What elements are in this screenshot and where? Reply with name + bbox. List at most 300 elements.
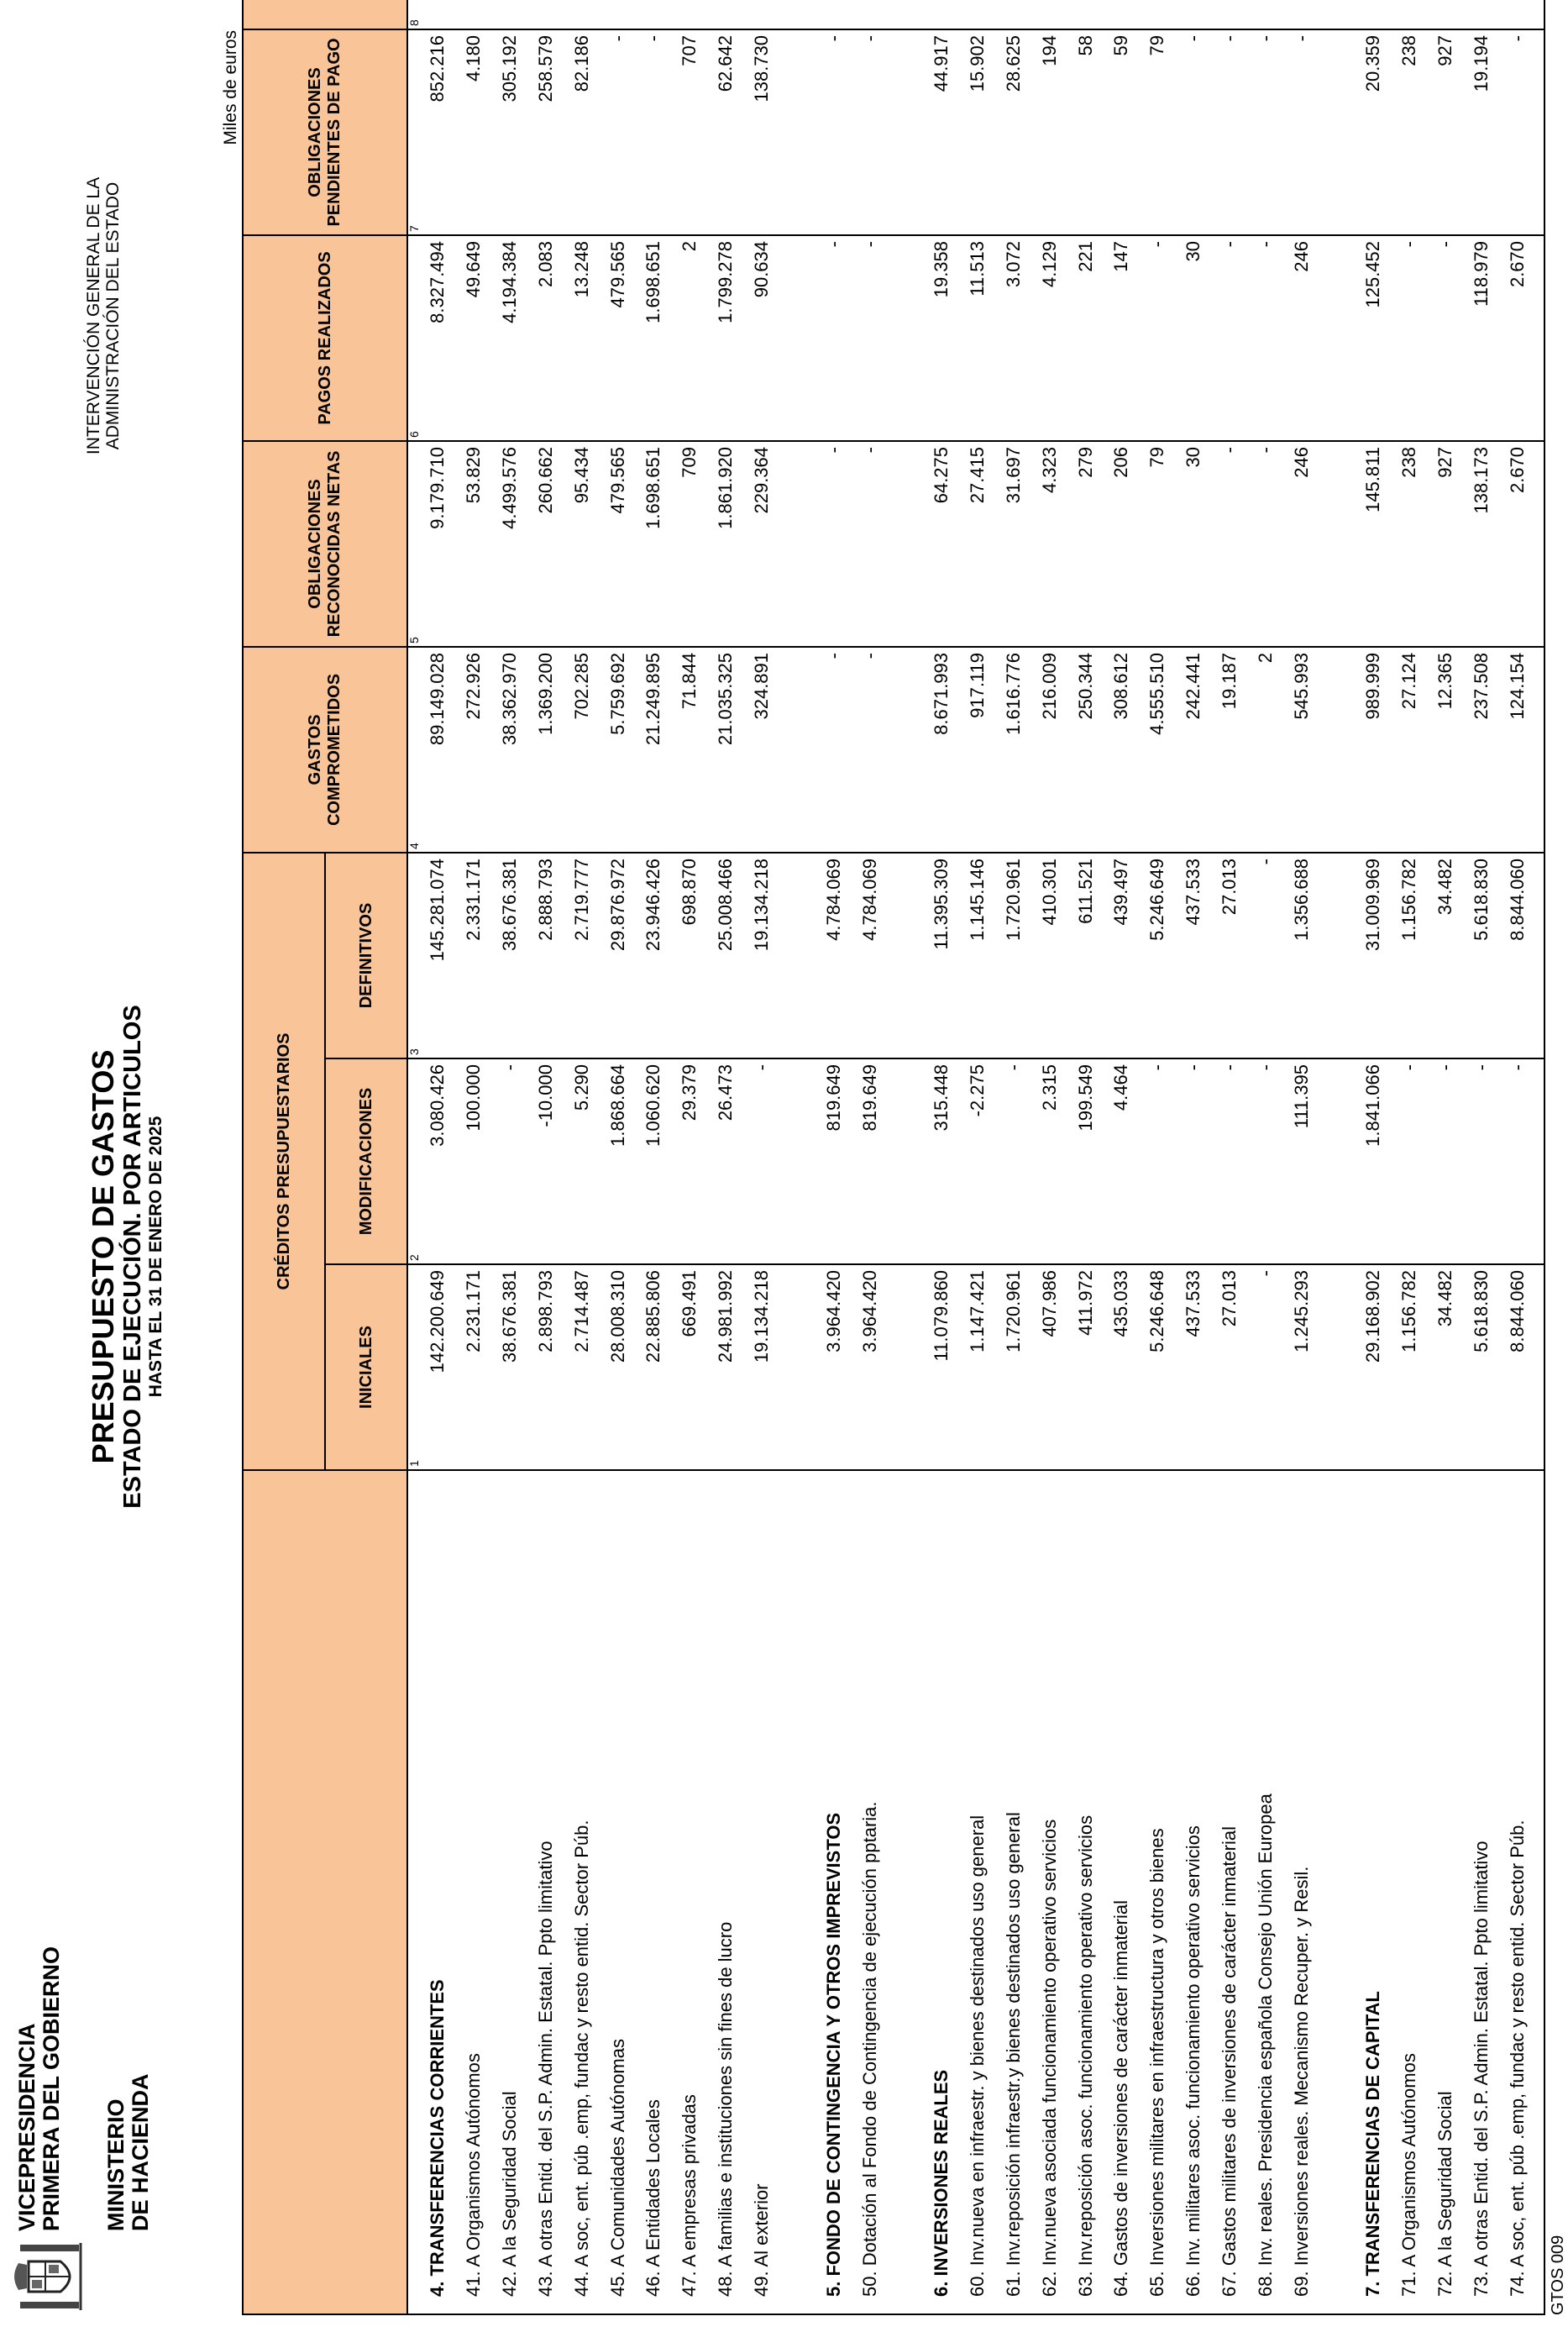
value-cell [1067,0,1104,29]
bottom-cell [1535,1058,1544,1264]
bottom-cell [1535,853,1544,1058]
article-row [528,0,564,2314]
value-cell: 819.649 [815,1058,852,1264]
value-cell: 246 [1283,441,1319,647]
spacer-cell [1319,0,1356,29]
value-cell: 27.013 [1212,853,1248,1058]
value-cell: 1.841.066 [1356,1058,1392,1264]
value-cell: 79 [1140,29,1176,235]
report-title-block [87,938,166,1576]
bottom-cell [1535,1264,1544,1470]
pendientes-header: OBLIGACIONES PENDIENTES DE PAGO [243,29,407,235]
value-cell: 29.876.972 [600,853,636,1058]
value-cell: - [1247,235,1283,441]
value-cell: 435.033 [1104,1264,1140,1470]
value-cell: 44.917 [924,29,960,235]
value-cell [528,0,564,29]
bottom-cell [1535,235,1544,441]
chapter-row [924,0,960,2314]
value-cell: 1.799.278 [708,235,744,441]
report-date: HASTA EL 31 DE ENERO DE 2025 [146,1116,165,1398]
value-cell [1176,0,1212,29]
value-cell [1212,0,1248,29]
spacer-cell [779,441,815,647]
concept-cell: 73. A otras Entid. del S.P. Admin. Estatal. Ppto limitativo [1463,1470,1499,2314]
value-cell: 2.719.777 [564,853,600,1058]
concept-header [243,1470,407,2314]
value-cell: 1.147.421 [960,1264,996,1470]
value-cell [456,0,492,29]
value-cell: - [1499,29,1535,235]
spacer-cell [888,1470,924,2314]
concept-cell: 43. A otras Entid. del S.P. Admin. Estatal. Ppto limitativo [528,1470,564,2314]
article-row [1176,0,1212,2314]
value-cell: 4.194.384 [492,235,528,441]
value-cell: 3.964.420 [815,1264,852,1470]
concept-cell: 61. Inv.reposición infraestr.y bienes destinados uso general [996,1470,1032,2314]
execution-table [242,0,1545,2315]
value-cell [1463,0,1499,29]
value-cell: 3.072 [996,235,1032,441]
pagos-header: PAGOS REALIZADOS [243,235,407,441]
bottom-cell [1535,1470,1544,2314]
value-cell: 11.513 [960,235,996,441]
spacer-cell [779,1058,815,1264]
value-cell: 19.187 [1212,647,1248,853]
column-index: 4 [407,647,420,853]
value-cell: 2.898.793 [528,1264,564,1470]
value-cell: 64.275 [924,441,960,647]
value-cell: 28.008.310 [600,1264,636,1470]
value-cell: 8.844.060 [1499,853,1535,1058]
bottom-cell [1535,647,1544,853]
spacer-cell [888,647,924,853]
value-cell: - [1247,853,1283,1058]
article-row [852,0,888,2314]
spacer-cell [779,1470,815,2314]
remanentes-header [243,0,407,29]
value-cell: 1.698.651 [636,235,672,441]
column-index: 8 [407,0,420,29]
value-cell: 5.246.649 [1140,853,1176,1058]
spacer-cell [888,0,924,29]
value-cell: 90.634 [744,235,780,441]
value-cell: 19.194 [1463,29,1499,235]
value-cell: 1.720.961 [996,853,1032,1058]
spacer-cell [888,1264,924,1470]
spacer-cell [888,235,924,441]
spacer-cell [1319,235,1356,441]
value-cell: 2.083 [528,235,564,441]
value-cell: 246 [1283,235,1319,441]
concept-cell: 6. INVERSIONES REALES [924,1470,960,2314]
value-cell: 71.844 [672,647,708,853]
table-bottom-border [1535,0,1544,2314]
column-index: 7 [407,29,420,235]
value-cell [1247,0,1283,29]
spacer-cell [1319,853,1356,1058]
report-subtitle: ESTADO DE EJECUCIÓN. POR ARTICULOS [119,1005,146,1509]
value-cell: 216.009 [1031,647,1067,853]
spacer-row [779,0,815,2314]
value-cell: 1.245.293 [1283,1264,1319,1470]
value-cell: 31.697 [996,441,1032,647]
value-cell [924,0,960,29]
value-cell: 324.891 [744,647,780,853]
issuer-line-2: ADMINISTRACIÓN DEL ESTADO [103,181,123,450]
value-cell: 698.870 [672,853,708,1058]
value-cell: 11.395.309 [924,853,960,1058]
value-cell: 29.168.902 [1356,1264,1392,1470]
concept-cell: 64. Gastos de inversiones de carácter inmaterial [1104,1470,1140,2314]
value-cell [1428,0,1464,29]
value-cell: 49.649 [456,235,492,441]
spacer-cell [1319,1058,1356,1264]
value-cell: - [744,1058,780,1264]
value-cell: -10.000 [528,1058,564,1264]
bottom-cell [1535,0,1544,29]
chapter-row [815,0,852,2314]
value-cell: 8.671.993 [924,647,960,853]
value-cell: 8.327.494 [420,235,456,441]
spacer-cell [888,441,924,647]
value-cell: - [852,235,888,441]
value-cell [708,0,744,29]
value-cell: 82.186 [564,29,600,235]
value-cell: 138.730 [744,29,780,235]
value-cell: 13.248 [564,235,600,441]
value-cell: 702.285 [564,647,600,853]
article-row [1499,0,1535,2314]
value-cell: 124.154 [1499,647,1535,853]
value-cell: 5.759.692 [600,647,636,853]
value-cell [1499,0,1535,29]
issuer-block [84,106,123,526]
value-cell: 24.981.992 [708,1264,744,1470]
value-cell: 221 [1067,235,1104,441]
concept-cell: 48. A familias e instituciones sin fines de lucro [708,1470,744,2314]
value-cell: - [636,29,672,235]
article-row [960,0,996,2314]
spacer-cell [888,1058,924,1264]
value-cell: 20.359 [1356,29,1392,235]
bottom-cell [1535,441,1544,647]
value-cell: 8.844.060 [1499,1264,1535,1470]
value-cell: - [1247,29,1283,235]
value-cell [672,0,708,29]
value-cell: - [852,441,888,647]
concept-cell: 44. A soc, ent. púb .emp, fundac y resto entid. Sector Púb. [564,1470,600,2314]
chapter-row [1356,0,1392,2314]
value-cell: 100.000 [456,1058,492,1264]
spacer-cell [779,647,815,853]
value-cell: 272.926 [456,647,492,853]
value-cell [960,0,996,29]
value-cell [420,0,456,29]
value-cell: 21.035.325 [708,647,744,853]
value-cell: 315.448 [924,1058,960,1264]
concept-index [407,1470,420,2314]
value-cell: 411.972 [1067,1264,1104,1470]
concept-cell: 68. Inv. reales. Presidencia española Consejo Unión Europea [1247,1470,1283,2314]
column-index: 3 [407,853,420,1058]
value-cell: - [600,29,636,235]
article-row [1428,0,1464,2314]
value-cell: - [1247,1058,1283,1264]
value-cell: - [1140,235,1176,441]
value-cell: 3.964.420 [852,1264,888,1470]
article-row [1031,0,1067,2314]
article-row [672,0,708,2314]
value-cell: 4.784.069 [815,853,852,1058]
definitivos-header: DEFINITIVOS [325,853,407,1058]
value-cell: 479.565 [600,441,636,647]
spacer-cell [1319,29,1356,235]
issuer-line-1: INTERVENCIÓN GENERAL DE LA [84,176,103,455]
value-cell: 229.364 [744,441,780,647]
value-cell: 2.231.171 [456,1264,492,1470]
value-cell [744,0,780,29]
value-cell [815,0,852,29]
value-cell [1356,0,1392,29]
spacer-cell [888,29,924,235]
article-row [564,0,600,2314]
article-row [636,0,672,2314]
value-cell [1140,0,1176,29]
bottom-cell [1535,29,1544,235]
spacer-cell [779,29,815,235]
article-row [1392,0,1428,2314]
value-cell: 58 [1067,29,1104,235]
value-cell: - [1392,235,1428,441]
value-cell [600,0,636,29]
chapter-row [420,0,456,2314]
article-row [1140,0,1176,2314]
value-cell: 23.946.426 [636,853,672,1058]
value-cell: 19.358 [924,235,960,441]
concept-cell: 41. A Organismos Autónomos [456,1470,492,2314]
value-cell: 437.533 [1176,853,1212,1058]
value-cell: 305.192 [492,29,528,235]
value-cell: - [852,647,888,853]
value-cell: 31.009.969 [1356,853,1392,1058]
value-cell: 279 [1067,441,1104,647]
value-cell: 707 [672,29,708,235]
value-cell: 5.246.648 [1140,1264,1176,1470]
value-cell: 250.344 [1067,647,1104,853]
value-cell: 1.356.688 [1283,853,1319,1058]
value-cell: - [996,1058,1032,1264]
ministry-line-2: PRIMERA DEL GOBIERNO [39,1946,64,2231]
value-cell: 917.119 [960,647,996,853]
value-cell: 439.497 [1104,853,1140,1058]
value-cell: 38.362.970 [492,647,528,853]
value-cell: - [1463,1058,1499,1264]
value-cell: 79 [1140,441,1176,647]
article-row [600,0,636,2314]
value-cell: 5.290 [564,1058,600,1264]
creditos-group-header: CRÉDITOS PRESUPUESTARIOS [243,853,325,1470]
value-cell: 4.499.576 [492,441,528,647]
value-cell: 238 [1392,441,1428,647]
value-cell: - [1212,235,1248,441]
value-cell [1283,0,1319,29]
value-cell: 111.395 [1283,1058,1319,1264]
value-cell: 1.156.782 [1392,853,1428,1058]
value-cell: 1.369.200 [528,647,564,853]
ministry-block [15,1946,153,2231]
value-cell: 30 [1176,441,1212,647]
value-cell: 53.829 [456,441,492,647]
article-row [996,0,1032,2314]
value-cell: 118.979 [1463,235,1499,441]
value-cell: 125.452 [1356,235,1392,441]
value-cell: 5.618.830 [1463,1264,1499,1470]
concept-cell: 65. Inversiones militares en infraestructura y otros bienes [1140,1470,1176,2314]
value-cell: - [815,235,852,441]
value-cell: 407.986 [1031,1264,1067,1470]
value-cell [1031,0,1067,29]
value-cell: 611.521 [1067,853,1104,1058]
value-cell: 29.379 [672,1058,708,1264]
concept-cell: 45. A Comunidades Autónomas [600,1470,636,2314]
footer-code: GTOS 009 [1549,2235,1567,2315]
ministry-line-4: DE HACIENDA [128,2073,153,2231]
value-cell: 19.134.218 [744,853,780,1058]
spacer-cell [1319,1470,1356,2314]
value-cell: 2 [1247,647,1283,853]
value-cell: 2.670 [1499,441,1535,647]
obligaciones-header: OBLIGACIONES RECONOCIDAS NETAS [243,441,407,647]
value-cell: 2.315 [1031,1058,1067,1264]
value-cell: 5.618.830 [1463,853,1499,1058]
value-cell: 2.670 [1499,235,1535,441]
value-cell: - [1176,29,1212,235]
modificaciones-header: MODIFICACIONES [325,1058,407,1264]
value-cell: - [1499,1058,1535,1264]
value-cell: - [1212,1058,1248,1264]
value-cell: - [1283,29,1319,235]
value-cell: 34.482 [1428,1264,1464,1470]
value-cell: 2.888.793 [528,853,564,1058]
value-cell: 21.249.895 [636,647,672,853]
value-cell: 9.179.710 [420,441,456,647]
article-row [1247,0,1283,2314]
value-cell: 138.173 [1463,441,1499,647]
value-cell: 95.434 [564,441,600,647]
value-cell: - [1212,441,1248,647]
concept-cell: 62. Inv.nueva asociada funcionamiento operativo servicios [1031,1470,1067,2314]
concept-cell: 67. Gastos militares de inversiones de carácter inmaterial [1212,1470,1248,2314]
article-row [492,0,528,2314]
value-cell: 199.549 [1067,1058,1104,1264]
spacer-row [1319,0,1356,2314]
value-cell: 258.579 [528,29,564,235]
value-cell: 308.612 [1104,647,1140,853]
value-cell: - [1176,1058,1212,1264]
value-cell: 479.565 [600,235,636,441]
value-cell: - [1140,1058,1176,1264]
value-cell: 59 [1104,29,1140,235]
value-cell: - [1428,235,1464,441]
value-cell: 15.902 [960,29,996,235]
spacer-cell [779,853,815,1058]
concept-cell: 42. A la Seguridad Social [492,1470,528,2314]
value-cell: -2.275 [960,1058,996,1264]
value-cell: 30 [1176,235,1212,441]
coat-of-arms-icon [12,2238,92,2315]
gastos-header: GASTOS COMPROMETIDOS [243,647,407,853]
article-row [1463,0,1499,2314]
value-cell: 927 [1428,441,1464,647]
value-cell: 1.156.782 [1392,1264,1428,1470]
concept-cell: 46. A Entidades Locales [636,1470,672,2314]
value-cell [492,0,528,29]
ministry-line-1: VICEPRESIDENCIA [14,2023,39,2231]
value-cell: 194 [1031,29,1067,235]
concept-cell: 66. Inv. militares asoc. funcionamiento operativo servicios [1176,1470,1212,2314]
value-cell: 927 [1428,29,1464,235]
value-cell: 4.129 [1031,235,1067,441]
value-cell: - [492,1058,528,1264]
value-cell: 145.811 [1356,441,1392,647]
concept-cell: 74. A soc, ent. púb .emp, fundac y resto entid. Sector Púb. [1499,1470,1535,2314]
value-cell: - [1247,441,1283,647]
value-cell: 11.079.860 [924,1264,960,1470]
concept-cell: 60. Inv.nueva en infraestr. y bienes destinados uso general [960,1470,996,2314]
concept-cell: 47. A empresas privadas [672,1470,708,2314]
value-cell [996,0,1032,29]
value-cell: 4.555.510 [1140,647,1176,853]
value-cell: 142.200.649 [420,1264,456,1470]
column-index: 5 [407,441,420,647]
value-cell: 1.698.651 [636,441,672,647]
value-cell [852,0,888,29]
value-cell: 22.885.806 [636,1264,672,1470]
spacer-cell [779,0,815,29]
value-cell: 1.060.620 [636,1058,672,1264]
value-cell: - [852,29,888,235]
concept-cell: 63. Inv.reposición asoc. funcionamiento operativo servicios [1067,1470,1104,2314]
value-cell: - [1212,29,1248,235]
value-cell: 27.124 [1392,647,1428,853]
value-cell: 819.649 [852,1058,888,1264]
value-cell: 1.861.920 [708,441,744,647]
value-cell: 2 [672,235,708,441]
value-cell: - [815,647,852,853]
value-cell [1392,0,1428,29]
iniciales-header: INICIALES [325,1264,407,1470]
ministry-line-3: MINISTERIO [103,2098,128,2231]
value-cell: 260.662 [528,441,564,647]
value-cell: 237.508 [1463,647,1499,853]
article-row [1067,0,1104,2314]
concept-cell: 50. Dotación al Fondo de Contingencia de ejecución pptaria. [852,1470,888,2314]
report-title: PRESUPUESTO DE GASTOS [86,1049,120,1464]
spacer-cell [779,235,815,441]
value-cell: 4.464 [1104,1058,1140,1264]
value-cell: 89.149.028 [420,647,456,853]
value-cell: 147 [1104,235,1140,441]
value-cell [636,0,672,29]
article-row [1212,0,1248,2314]
article-row [744,0,780,2314]
spacer-cell [888,853,924,1058]
value-cell: 242.441 [1176,647,1212,853]
value-cell: 38.676.381 [492,1264,528,1470]
column-index: 1 [407,1264,420,1470]
value-cell: 709 [672,441,708,647]
